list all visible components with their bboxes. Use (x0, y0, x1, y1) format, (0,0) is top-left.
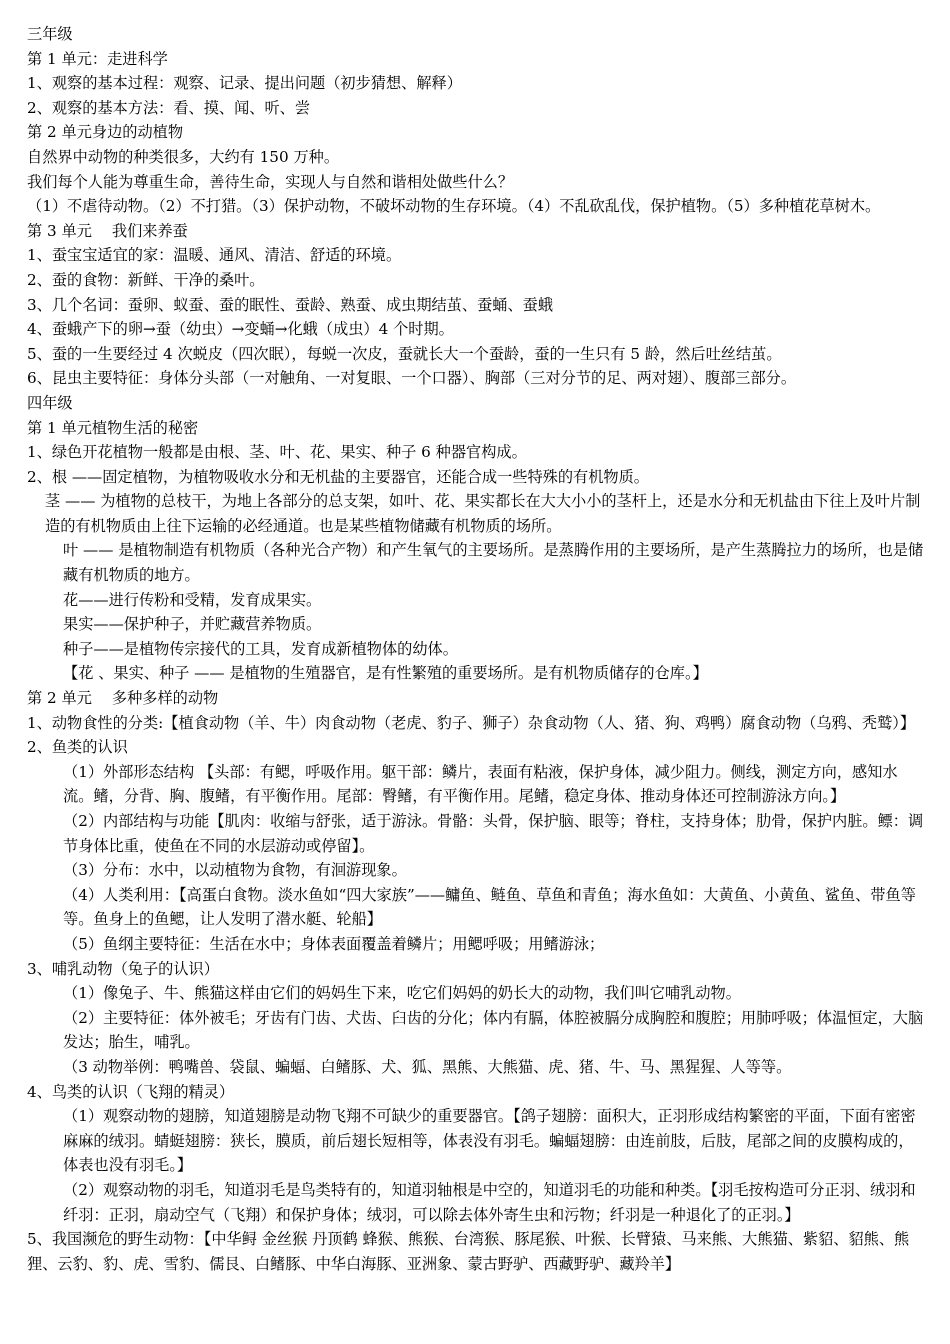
text-line: 5、我国濒危的野生动物：【中华鲟 金丝猴 丹顶鹤 蜂猴、熊猴、台湾猴、豚尾猴、叶猴、长臂猿、马来熊、大熊猫、紫貂、貂熊、熊狸、云豹、豹、虎、雪豹、儒艮、白鳍豚、中华白海豚、亚洲象、蒙古野驴、西藏野驴、藏羚羊】 (27, 1230, 910, 1273)
text-line: （1）像兔子、牛、熊猫这样由它们的妈妈生下来，吃它们妈妈的奶长大的动物，我们叫它哺乳动物。 (63, 984, 741, 1003)
text-line: 第 1 单元植物生活的秘密 (27, 418, 199, 437)
text-line: 果实——保护种子，并贮藏营养物质。 (63, 615, 322, 634)
text-line: 4、蚕蛾产下的卵→蚕（幼虫）→变蛹→化蛾（成虫）4 个时期。 (27, 320, 454, 339)
text-line: 1、观察的基本过程：观察、记录、提出问题（初步猜想、解释） (27, 74, 462, 93)
text-line: 5、蚕的一生要经过 4 次蜕皮（四次眠），每蜕一次皮，蚕就长大一个蚕龄，蚕的一生只有 5 龄，然后吐丝结茧。 (27, 344, 782, 363)
text-line: 6、昆虫主要特征：身体分头部（一对触角、一对复眼、一个口器）、胸部（三对分节的足、两对翅）、腹部三部分。 (27, 369, 797, 388)
text-line: （2）主要特征：体外被毛；牙齿有门齿、犬齿、臼齿的分化；体内有膈，体腔被膈分成胸腔和腹腔；用肺呼吸；体温恒定，大脑发达；胎生，哺乳。 (63, 1008, 924, 1052)
text-line: 种子——是植物传宗接代的工具，发育成新植物体的幼体。 (63, 639, 458, 658)
text-line: 2、根 ——固定植物，为植物吸收水分和无机盐的主要器官，还能合成一些特殊的有机物质。 (27, 467, 649, 486)
text-line: 自然界中动物的种类很多，大约有 150 万种。 (27, 147, 340, 166)
text-line: 2、观察的基本方法：看、摸、闻、听、尝 (27, 98, 311, 117)
text-line: （3）分布：水中，以动植物为食物，有洄游现象。 (63, 861, 407, 880)
text-line: （2）观察动物的羽毛，知道羽毛是鸟类特有的，知道羽轴根是中空的，知道羽毛的功能和种类。【羽毛按构造可分正羽、绒羽和纤羽：正羽，扇动空气（飞翔）和保护身体；绒羽，可以除去体外寄生虫和污物；纤羽是一种退化了的正羽。】 (63, 1180, 916, 1224)
text-line: 花——进行传粉和受精，发育成果实。 (63, 590, 322, 609)
text-line: 1、绿色开花植物一般都是由根、茎、叶、花、果实、种子 6 种器官构成。 (27, 443, 527, 462)
text-line: （1）观察动物的翅膀，知道翅膀是动物飞翔不可缺少的重要器官。【鸽子翅膀：面积大，正羽形成结构繁密的平面，下面有密密麻麻的绒羽。蜻蜓翅膀：狭长，膜质，前后翅长短相等，体表没有羽毛。蝙蝠翅膀：由连前肢，后肢，尾部之间的皮膜构成的，体表也没有羽毛。】 (63, 1107, 916, 1175)
text-line: 第 3 单元 我们来养蚕 (27, 221, 188, 240)
text-line: 【花 、果实、种子 —— 是植物的生殖器官，是有性繁殖的重要场所。是有机物质储存的仓库。】 (63, 664, 708, 683)
text-line: 叶 —— 是植物制造有机物质（各种光合产物）和产生氧气的主要场所。是蒸腾作用的主要场所，是产生蒸腾拉力的场所，也是储藏有机物质的地方。 (63, 541, 924, 585)
document-body (27, 22, 925, 1276)
text-line: （1）外部形态结构 【头部：有鳃，呼吸作用。躯干部：鳞片，表面有粘液，保护身体，减少阻力。侧线，测定方向，感知水流。鳍，分背、胸、腹鳍，有平衡作用。尾部：臀鳍，有平衡作用。尾鳍，稳定身体、推动身体还可控制游泳方向。】 (63, 762, 898, 806)
text-line: 2、蚕的食物：新鲜、干净的桑叶。 (27, 270, 265, 289)
text-line: （2）内部结构与功能【肌肉：收缩与舒张，适于游泳。骨骼：头骨，保护脑、眼等；脊柱，支持身体；肋骨，保护内脏。鳔：调节身体比重，使鱼在不同的水层游动或停留】。 (63, 812, 924, 855)
text-line: （5）鱼纲主要特征：生活在水中；身体表面覆盖着鳞片；用鳃呼吸；用鳍游泳； (63, 934, 605, 953)
text-line: （4）人类利用：【高蛋白食物。淡水鱼如“四大家族”——鳙鱼、鲢鱼、草鱼和青鱼；海水鱼如：大黄鱼、小黄鱼、鲨鱼、带鱼等等。鱼身上的鱼鳃，让人发明了潜水艇、轮船】 (63, 885, 916, 929)
text-line: 我们每个人能为尊重生命，善待生命，实现人与自然和谐相处做些什么？ (27, 172, 513, 191)
text-line: 三年级 (27, 25, 73, 43)
text-line: （1）不虐待动物。（2）不打猎。（3）保护动物，不破坏动物的生存环境。（4）不乱砍乱伐，保护植物。（5）多种植花草树木。 (27, 197, 881, 216)
text-line: 2、鱼类的认识 (27, 738, 128, 757)
text-line: 3、哺乳动物（兔子的认识） (27, 959, 219, 978)
text-line: 茎 —— 为植物的总枝干，为地上各部分的总支架，如叶、花、果实都长在大大小小的茎杆上，还是水分和无机盐由下往上及叶片制造的有机物质由上往下运输的必经通道。也是某些植物储藏有机物质的场所。 (45, 492, 921, 535)
text-line: 4、鸟类的认识（飞翔的精灵） (27, 1082, 235, 1101)
text-line: 3、几个名词：蚕卵、蚁蚕、蚕的眠性、蚕龄、熟蚕、成虫期结茧、蚕蛹、蚕蛾 (27, 295, 554, 314)
text-line: 第 1 单元：走进科学 (27, 49, 168, 68)
text-line: 1、蚕宝宝适宜的家：温暖、通风、清洁、舒适的环境。 (27, 246, 402, 265)
text-line: 第 2 单元 多种多样的动物 (27, 689, 219, 708)
text-line: 第 2 单元身边的动植物 (27, 123, 184, 142)
text-line: 四年级 (27, 393, 73, 412)
text-line: （3 动物举例：鸭嘴兽、袋鼠、蝙蝠、白鳍豚、犬、狐、黑熊、大熊猫、虎、猪、牛、马、黑猩猩、人等等。 (63, 1057, 792, 1076)
text-line: 1、动物食性的分类:【植食动物（羊、牛）肉食动物（老虎、豹子、狮子）杂食动物（人、猪、狗、鸡鸭）腐食动物（乌鸦、秃鹫）】 (27, 713, 916, 732)
